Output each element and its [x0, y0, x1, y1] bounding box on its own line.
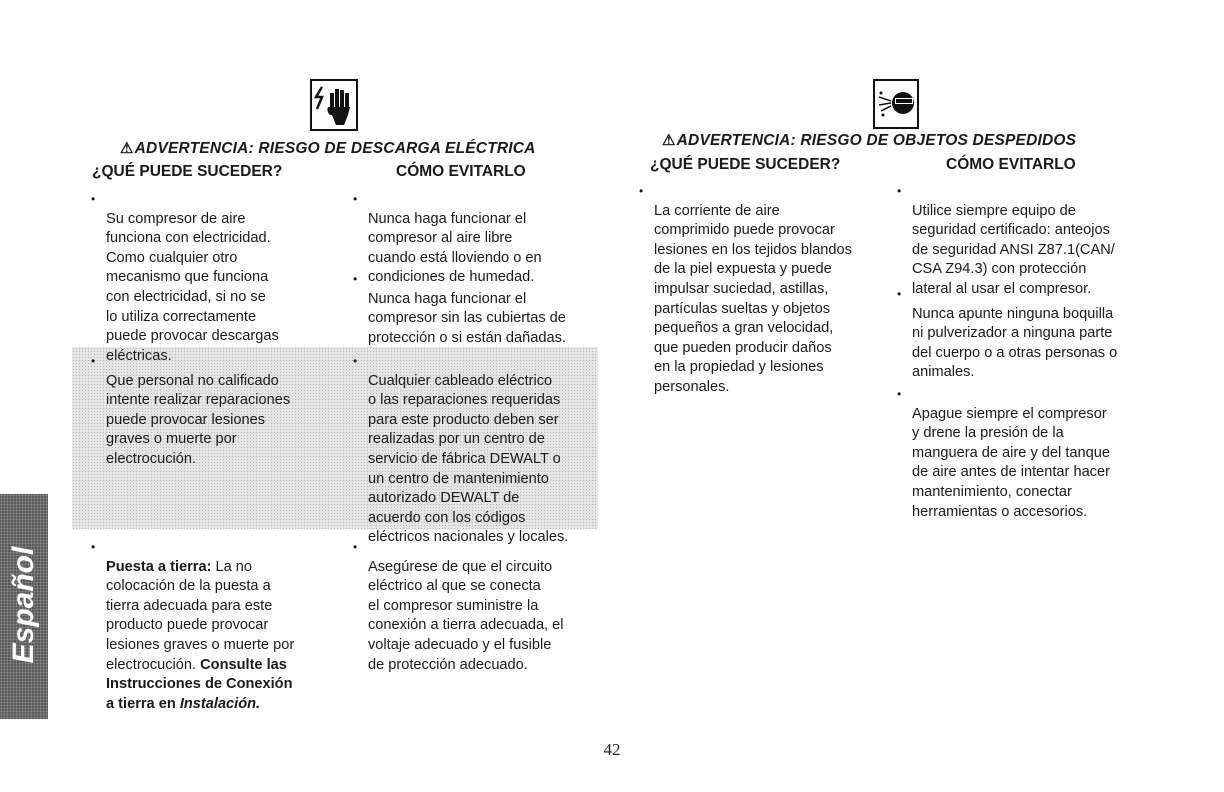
right-how-item-2: • Nunca apunte ninguna boquilla ni pulverizador a ninguna parte del cuerpo o a otras personas o animales. — [897, 287, 1118, 381]
right-how-item-1: • Utilice siempre equipo de seguridad certificado: anteojos de seguridad ANSI Z87.1(CAN/ CSA Z94.3) con protección lateral al usar el compresor. — [897, 184, 1115, 297]
warning-triangle-icon: ⚠ — [120, 140, 134, 157]
electric-shock-hand-icon — [310, 79, 358, 131]
left-warning-title: ⚠ADVERTENCIA: RIESGO DE DESCARGA ELÉCTRICA — [120, 140, 536, 157]
left-how-item-3: • Cualquier cableado eléctrico o las reparaciones requeridas para este producto deben ser realizadas por un centro de servicio de fábrica DEWALT o un centro de mantenimiento autorizado DEWALT de acuerdo con los códigos eléctricos nacionales y locales. — [353, 354, 569, 546]
warning-triangle-icon: ⚠ — [662, 132, 676, 149]
left-how-item-2: • Nunca haga funcionar el compresor sin las cubiertas de protección o si están dañadas. — [353, 272, 566, 346]
language-side-tab — [0, 494, 48, 719]
left-what-item-3: • Puesta a tierra: La no colocación de la puesta a tierra adecuada para este producto puede provocar lesiones graves o muerte por electrocución. Consulte las Instrucciones de Conexión a tierra en Instalación. — [91, 540, 295, 712]
left-what-item-2: • Que personal no calificado intente realizar reparaciones puede provocar lesiones graves o muerte por electrocución. — [91, 354, 291, 467]
right-col-what-heading: ¿QUÉ PUEDE SUCEDER? — [650, 156, 841, 173]
left-col-what-heading: ¿QUÉ PUEDE SUCEDER? — [92, 163, 283, 180]
right-warning-title: ⚠ADVERTENCIA: RIESGO DE OBJETOS DESPEDIDOS — [662, 132, 1077, 149]
left-col-how-heading: CÓMO EVITARLO — [396, 163, 526, 180]
language-label: Español — [7, 546, 40, 664]
right-what-item-1: • La corriente de aire comprimido puede provocar lesiones en los tejidos blandos de la piel expuesta y puede impulsar suciedad, astillas, partículas sueltas y objetos pequeños a gran velocidad, que pueden producir daños en la propiedad y lesiones personales. — [639, 184, 852, 395]
flying-debris-face-icon — [873, 79, 919, 129]
page-number: 42 — [603, 740, 621, 759]
left-how-item-1: • Nunca haga funcionar el compresor al aire libre cuando está lloviendo o en condiciones de humedad. — [353, 192, 542, 286]
left-how-item-4: • Asegúrese de que el circuito eléctrico al que se conecta el compresor suministre la conexión a tierra adecuada, el voltaje adecuado y el fusible de protección adecuado. — [353, 540, 564, 673]
right-col-how-heading: CÓMO EVITARLO — [946, 156, 1076, 173]
right-how-item-3: • Apague siempre el compresor y drene la presión de la manguera de aire y del tanque de aire antes de intentar hacer mantenimiento, conectar herramientas o accesorios. — [897, 387, 1110, 520]
left-what-item-1: • Su compresor de aire funciona con electricidad. Como cualquier otro mecanismo que funciona con electricidad, si no se lo utiliza correctamente puede provocar descargas eléctricas. — [91, 192, 279, 364]
